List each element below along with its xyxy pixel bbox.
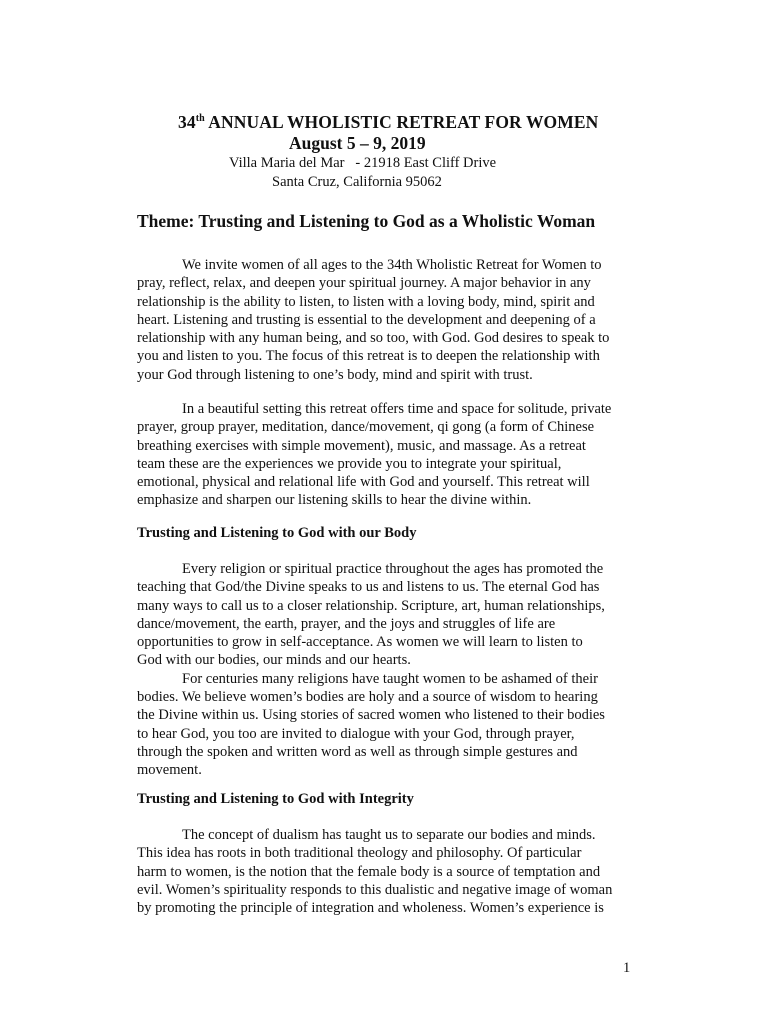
integrity-section-paragraph xyxy=(137,826,635,917)
title-number: 34 xyxy=(178,112,196,132)
paragraph-line: through the spoken and written word as well as through simple gestures and xyxy=(137,743,578,760)
retreat-title xyxy=(178,112,598,133)
title-text: ANNUAL WHOLISTIC RETREAT FOR WOMEN xyxy=(204,112,599,132)
theme-heading: Theme: Trusting and Listening to God as a Wholistic Woman xyxy=(137,211,596,231)
paragraph-line: by promoting the principle of integration and wholeness. Women’s experience is xyxy=(137,900,604,917)
paragraph-line: opportunities to grow in self-acceptance. As women we will learn to listen to xyxy=(137,634,583,651)
paragraph-line: emphasize and sharpen our listening skills to hear the divine within. xyxy=(137,492,532,509)
paragraph-line: relationship is the ability to listen, to listen with a loving body, mind, spirit and xyxy=(137,293,595,310)
paragraph-line: to hear God, you too are invited to dialogue with your God, through prayer, xyxy=(137,725,575,742)
paragraph-line: many ways to call us to a closer relationship. Scripture, art, human relationships, xyxy=(137,597,605,614)
paragraph-line: harm to women, is the notion that the female body is a source of temptation and xyxy=(137,863,601,880)
section-heading-integrity: Trusting and Listening to God with Integrity xyxy=(137,791,414,807)
paragraph-line: We invite women of all ages to the 34th Wholistic Retreat for Women to xyxy=(182,257,602,273)
paragraph-line: bodies. We believe women’s bodies are holy and a source of wisdom to hearing xyxy=(137,689,598,706)
paragraph-line: team these are the experiences we provide you to integrate your spiritual, xyxy=(137,455,562,472)
paragraph-line: relationship with any human being, and so too, with God. God desires to speak to xyxy=(137,330,610,347)
paragraph-line: pray, reflect, relax, and deepen your spiritual journey. A major behavior in any xyxy=(137,275,591,292)
page-number: 1 xyxy=(623,960,631,976)
paragraph-line: For centuries many religions have taught women to be ashamed of their xyxy=(182,670,598,687)
paragraph-line: In a beautiful setting this retreat offers time and space for solitude, private xyxy=(182,401,612,417)
paragraph-line: dance/movement, the earth, prayer, and the joys and struggles of life are xyxy=(137,615,556,632)
paragraph-line: you and listen to you. The focus of this retreat is to deepen the relationship with xyxy=(137,348,600,365)
paragraph-line: movement. xyxy=(137,762,202,779)
paragraph-line: emotional, physical and relational life with God and yourself. This retreat will xyxy=(137,474,590,491)
paragraph-line: the Divine within us. Using stories of sacred women who listened to their bodies xyxy=(137,707,605,724)
retreat-venue: Villa Maria del Mar - 21918 East Cliff Drive xyxy=(229,155,497,171)
intro-paragraph xyxy=(137,256,635,384)
title-ordinal-suffix: th xyxy=(195,113,205,125)
paragraph-line: heart. Listening and trusting is essential to the development and deepening of a xyxy=(137,311,596,328)
paragraph-line: God with our bodies, our minds and our hearts. xyxy=(137,652,411,669)
paragraph-line: prayer, group prayer, meditation, dance/movement, qi gong (a form of Chinese xyxy=(137,419,595,436)
paragraph-line: Every religion or spiritual practice throughout the ages has promoted the xyxy=(182,561,604,577)
paragraph-line: This idea has roots in both traditional theology and philosophy. Of particular xyxy=(137,845,582,862)
body-section-paragraph xyxy=(137,560,635,780)
paragraph-line: evil. Women’s spirituality responds to this dualistic and negative image of woman xyxy=(137,881,613,898)
section-heading-body: Trusting and Listening to God with our Body xyxy=(137,525,417,541)
paragraph-line: The concept of dualism has taught us to separate our bodies and minds. xyxy=(182,827,596,843)
paragraph-line: teaching that God/the Divine speaks to us and listens to us. The eternal God has xyxy=(137,579,600,596)
paragraph-line: your God through listening to one’s body, mind and spirit with trust. xyxy=(137,366,533,383)
retreat-dates: August 5 – 9, 2019 xyxy=(289,133,426,153)
retreat-city: Santa Cruz, California 95062 xyxy=(272,174,442,190)
setting-paragraph xyxy=(137,400,635,510)
paragraph-line: breathing exercises with simple movement), music, and massage. As a retreat xyxy=(137,437,586,454)
